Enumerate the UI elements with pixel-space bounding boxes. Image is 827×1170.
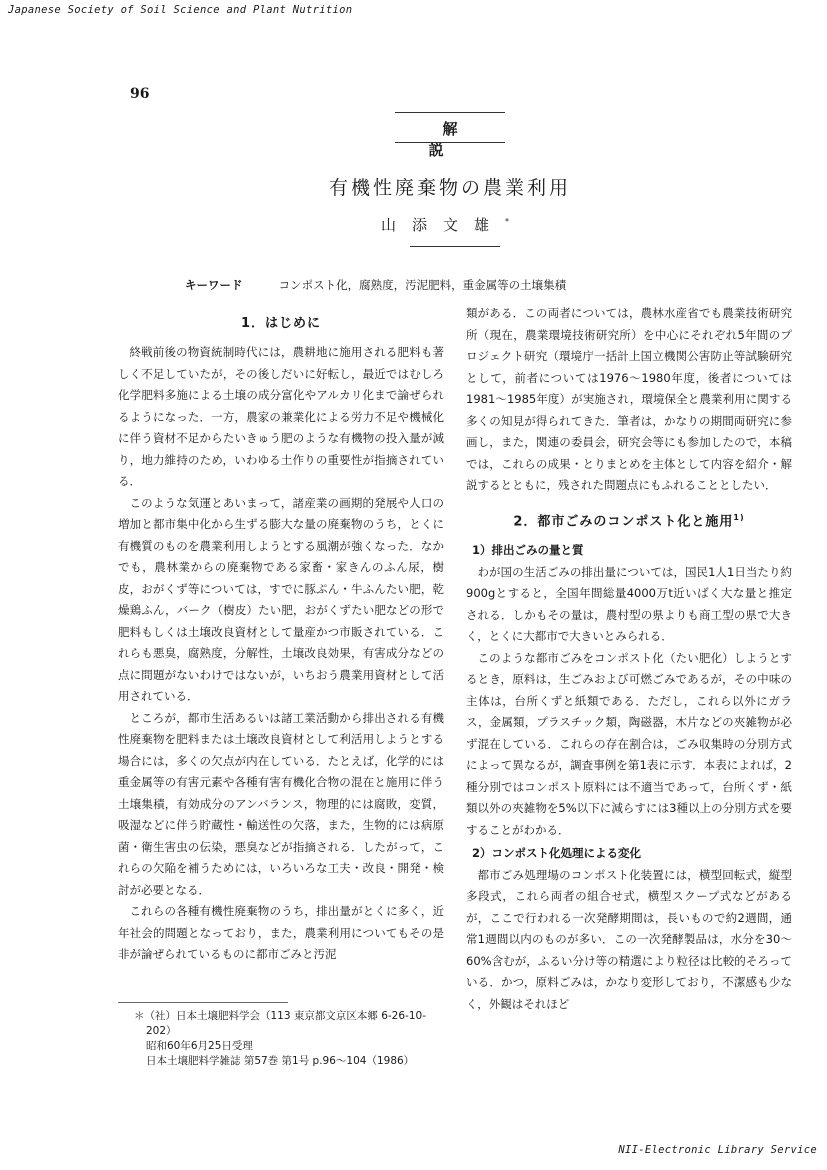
right-sub2-paragraph-1: 都市ごみ処理場のコンポスト化装置には，横型回転式，縦型多段式，これら両者の組合せ式，横型スクープ式などがあるが，ここで行われる一次発酵期間は，長いもので約2週間，通常1週間以内のものが多い．この一次発酵製品は，水分を30～60%含むが，ふるい分け等の精選により粒径は比較的そろっている．かつ，原料ごみは，かなり変形しており，不潔感も少なく，外観はそれほど <box>466 867 792 1011</box>
page-number: 96 <box>130 86 150 102</box>
right-sub1-paragraph-1: わが国の生活ごみの排出量については，国民1人1日当たり約900gとすると，全国年間総量4000万t近いばく大な量と推定される．しかもその量は，農村型の県よりも商工型の県で大きく，とくに大都市で大きいとみられる． <box>466 564 792 644</box>
left-column <box>118 316 444 966</box>
footnote-rule <box>118 1002 288 1003</box>
footnote <box>134 1009 426 1069</box>
left-paragraph-3: ところが，都市生活あるいは諸工業活動から排出される有機性廃棄物を肥料または土壌改良資材として利活用しようとする場合には，多くの欠点が内在している．たとえば，化学的には重金属等の有害元素や各種有害有機化合物の混在と施用に伴う土壌集積，有効成分のアンバランス，物理的には腐敗，変質，吸湿などに伴う貯蔵性・輸送性の欠落，また，生物的には病原菌・衛生害虫の伝染，悪臭などが指摘される．したがって，これらの欠陥を補うためには，いろいろな工夫・改良・開発・検討が必要となる． <box>118 710 444 897</box>
journal-header: Japanese Society of Soil Science and Plant Nutrition <box>8 4 353 16</box>
author-name: 山添文雄 <box>380 216 505 234</box>
right-sub1-paragraph-2: このような都市ごみをコンポスト化（たい肥化）しようとするとき，原料は，生ごみおよび可燃ごみであるが，その中味の主体は，台所くずと紙類である．ただし，これら以外にガラス，金属類，プラスチック類，陶磁器，木片などの夾雑物が必ず混在している．これらの存在割合は，ごみ収集時の分別方式によって異なるが，調査事例を第1表に示す．本表によれば，2種分別ではコンポスト原料には不適当であって，台所くず・紙類以外の夾雑物を5%以下に減らすには3種以上の分別方式を要することがわかる． <box>466 650 792 837</box>
right-column <box>466 303 792 1015</box>
subsection-2-heading: 2）コンポスト化処理による変化 <box>472 846 641 861</box>
keywords-line <box>185 277 566 293</box>
keywords-label: キーワード <box>185 278 243 292</box>
section-1-heading: 1．はじめに <box>240 316 322 331</box>
left-paragraph-4: これらの各種有機性廃棄物のうち，排出量がとくに多く，近年社会的問題となっており，また，農業利用についてもその是非が論ぜられているものに都市ごみと汚泥 <box>118 904 444 961</box>
subsection-1-heading: 1）排出ごみの量と質 <box>472 543 584 558</box>
section-type-bottom-rule <box>395 142 505 143</box>
right-intro-paragraph: 類がある．この両者については，農林水産省でも農業技術研究所（現在，農業環境技術研究所）を中心にそれぞれ5年間のプロジェクト研究（環境庁一括計上国立機関公害防止等試験研究として，前者については1976～1980年度，後者については1981～1985年度）が実施され，環境保全と農業利用に関する多くの知見が得られてきた．筆者は，かなりの期間両研究に参画し，また，関連の委員会，研究会等にも参加したので，本稿では，これらの成果・とりまとめを主体として内容を紹介・解説するとともに，残された問題点にもふれることとしたい． <box>466 306 792 492</box>
section-type-top-rule <box>395 112 505 113</box>
keywords-text: コンポスト化，腐熟度，汚泥肥料，重金属等の土壌集積 <box>278 278 567 292</box>
library-service-footer: NII-Electronic Library Service <box>618 1144 817 1156</box>
footnote-line-2: 202） <box>146 1025 177 1037</box>
author-footnote-mark: * <box>505 217 509 226</box>
left-paragraph-2: このような気運とあいまって，諸産業の画期的発展や人口の増加と都市集中化から生ずる膨大な量の廃棄物のうち，とくに有機質のものを農業利用しようとする風潮が強くなった．なかでも，農林業からの廃棄物である家畜・家きんのふん尿，樹皮，おがくず等については，すでに豚ぷん・牛ふんたい肥，乾燥鶏ふん，バーク（樹皮）たい肥，おがくずたい肥などの形で肥料もしくは土壌改良資材として量産かつ市販されている．これらも悪臭，腐熟度，分解性，土壌改良効果，有害成分などの点に問題がないわけではないが，いちおう農業用資材として活用されている． <box>118 495 444 703</box>
left-paragraph-1: 終戦前後の物資統制時代には，農耕地に施用される肥料も著しく不足していたが，その後しだいに好転し，最近ではむしろ化学肥料多施による土壌の成分富化やアルカリ化まで論ぜられるようになった．一方，農家の兼業化による労力不足や機械化に伴う資材不足からたいきゅう肥のような有機物の投入量が減り，地力維持のため，いわゆる土作りの重要性が指摘されている． <box>118 345 444 488</box>
article-title: 有機性廃棄物の農業利用 <box>328 177 571 199</box>
author-line <box>345 214 545 235</box>
author-rule <box>410 246 500 247</box>
section-2-heading-text: 2．都市ごみのコンポスト化と施用 <box>513 513 734 529</box>
section-2-reference: 1) <box>733 512 745 522</box>
section-2-heading <box>466 507 792 533</box>
section-type-label: 解説 <box>428 120 486 159</box>
footnote-line-4: 日本土壌肥料学雑誌 第57巻 第1号 p.96～104（1986） <box>146 1055 415 1067</box>
footnote-line-3: 昭和60年6月25日受理 <box>146 1040 253 1052</box>
footnote-line-1: ＊（社）日本土壌肥料学会（113 東京都文京区本郷 6-26-10- <box>134 1010 426 1022</box>
